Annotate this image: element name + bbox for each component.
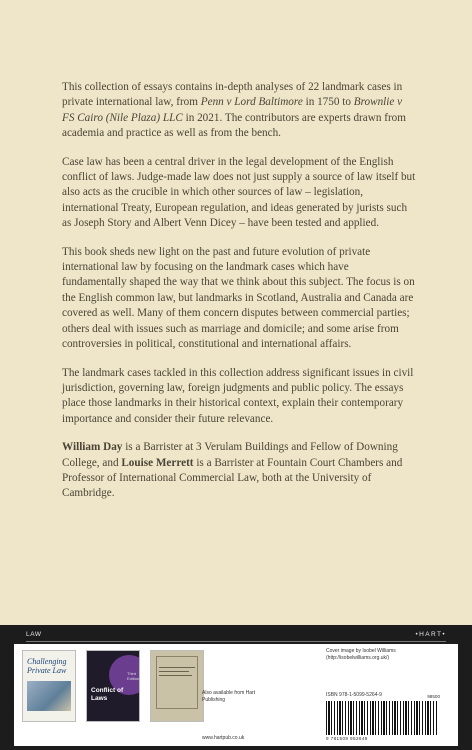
cover-text-line — [159, 667, 195, 668]
case-name: Penn v Lord Baltimore — [200, 96, 303, 109]
blurb-paragraph-4: The landmark cases tackled in this collection address significant issues in civil jurisdiction, governing law, foreign judgments and public policy. The essays place those landmarks in their historical context, explain their contemporary importance and consider their future relevance. — [62, 366, 414, 425]
blurb-text: in 2021. The contributors are experts drawn from academia and practice as well as from the bench. — [62, 111, 406, 140]
blurb-text: in 1750 to — [302, 96, 354, 109]
cover-text-line — [159, 675, 192, 676]
cover-credit: Cover image by Isobel Williams (http://isobelwilliams.org.uk/) — [326, 648, 396, 661]
barcode-graphic — [326, 701, 438, 735]
blurb-paragraph-1 — [62, 80, 416, 142]
publisher-website: www.hartpub.co.uk — [202, 735, 245, 741]
price-addon: 98500 — [427, 694, 440, 699]
case-name: Brownlie v FS Cairo (Nile Plaza) LLC — [62, 96, 403, 124]
author-bio — [62, 440, 416, 502]
book-title: Challenging Private Law — [27, 657, 67, 675]
barcode-digits: 9 781509 952649 — [326, 736, 368, 741]
also-available-text: Also available from Hart Publishing — [202, 690, 256, 703]
category-label: LAW — [26, 631, 42, 638]
book-cover-image — [27, 681, 71, 711]
bio-text: is a Barrister at Fountain Court Chambers and Professor of International Commercial Law, both at the University of Cambridge. — [62, 456, 403, 500]
promo-book-cover — [22, 650, 76, 722]
bio-text: is a Barrister at 3 Verulam Buildings and Fellow of Downing College, and — [62, 441, 398, 469]
promo-book-cover — [150, 650, 204, 722]
promo-book-cover — [86, 650, 140, 722]
blurb-paragraph-3: This book sheds new light on the past and future evolution of private international law by focusing on the landmark cases which have fundamentally shaped the way that we think about this subject. The focus is on the English common law, but landmarks in Scotland, Australia and Canada are covered as well. Many of them concern disputes between commercial parties; others deal with issues such as marriage and domicile; and some arise from controversies in political, constitutional and international affairs. — [62, 245, 415, 351]
cover-frame — [156, 656, 198, 709]
author-name: William Day — [62, 441, 123, 454]
isbn-text: ISBN 978-1-5099-5264-9 — [326, 692, 382, 698]
publisher-mark: •HART• — [415, 631, 446, 638]
footer-rule — [26, 641, 446, 642]
back-cover-blurb — [62, 80, 416, 515]
book-title: Conflict of Laws — [91, 687, 124, 702]
cover-text-line — [159, 671, 189, 672]
author-name: Louise Merrett — [121, 456, 194, 469]
book-edition: Third Edition — [127, 671, 140, 681]
promo-panel — [14, 644, 458, 746]
footer-band — [0, 625, 472, 750]
blurb-paragraph-2: Case law has been a central driver in the legal development of the English conflict of laws. Judge-made law does not just supply a source of law itself but also acts as the crucible in which other sources of law – legislation, international Treaty, European regulation, and ideas generated by jurists such as Joseph Story and Albert Venn Dicey – have been tested and applied. — [62, 155, 416, 230]
blurb-text: This collection of essays contains in-depth analyses of 22 landmark cases in private international law, from — [62, 81, 403, 109]
